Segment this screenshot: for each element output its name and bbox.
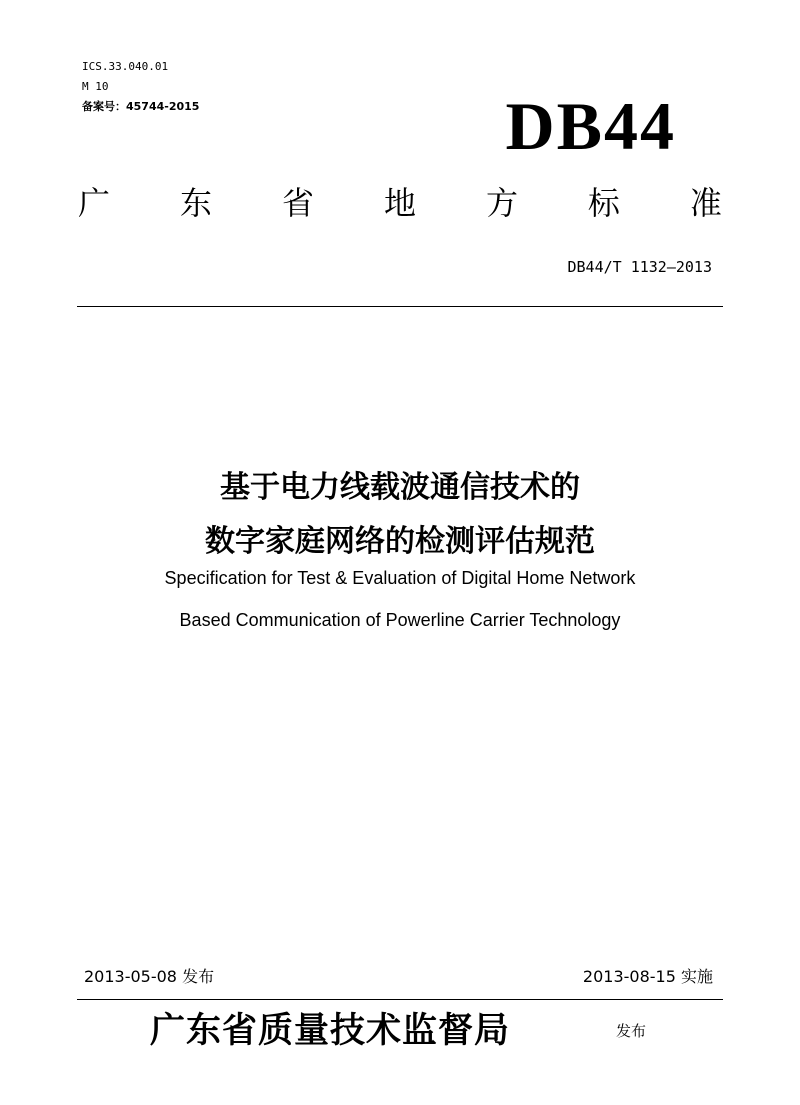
ics-code: ICS.33.040.01: [82, 60, 169, 73]
record-number: 备案号：45744-2015: [82, 100, 200, 113]
title-cn-line1: 基于电力线载波通信技术的: [220, 470, 580, 505]
standard-type-heading: [78, 180, 722, 226]
implementation-date: 2013-08-15 实施: [582, 967, 713, 986]
standard-type-char: 广: [78, 184, 111, 222]
bottom-divider: [77, 999, 723, 1000]
standard-number: DB44/T 1132—2013: [567, 258, 712, 276]
standard-type-char: 地: [383, 184, 416, 222]
standard-type-char: 标: [587, 184, 620, 222]
issue-date: 2013-05-08 发布: [84, 967, 215, 986]
standard-type-char: 准: [689, 184, 722, 222]
standard-type-char: 方: [485, 184, 518, 222]
category-code: M 10: [82, 80, 109, 93]
issuing-authority: 广东省质量技术监督局: [150, 1010, 511, 1051]
top-divider: [77, 306, 723, 307]
standard-code-large: DB44: [505, 88, 676, 164]
title-en-line2: Based Communication of Powerline Carrier Technology: [179, 610, 621, 630]
issued-label: 发布: [616, 1022, 647, 1040]
title-cn-line2: 数字家庭网络的检测评估规范: [205, 524, 595, 559]
standard-type-char: 东: [179, 184, 212, 222]
title-en-line1: Specification for Test & Evaluation of Digital Home Network: [164, 568, 636, 588]
standard-type-char: 省: [281, 184, 314, 222]
